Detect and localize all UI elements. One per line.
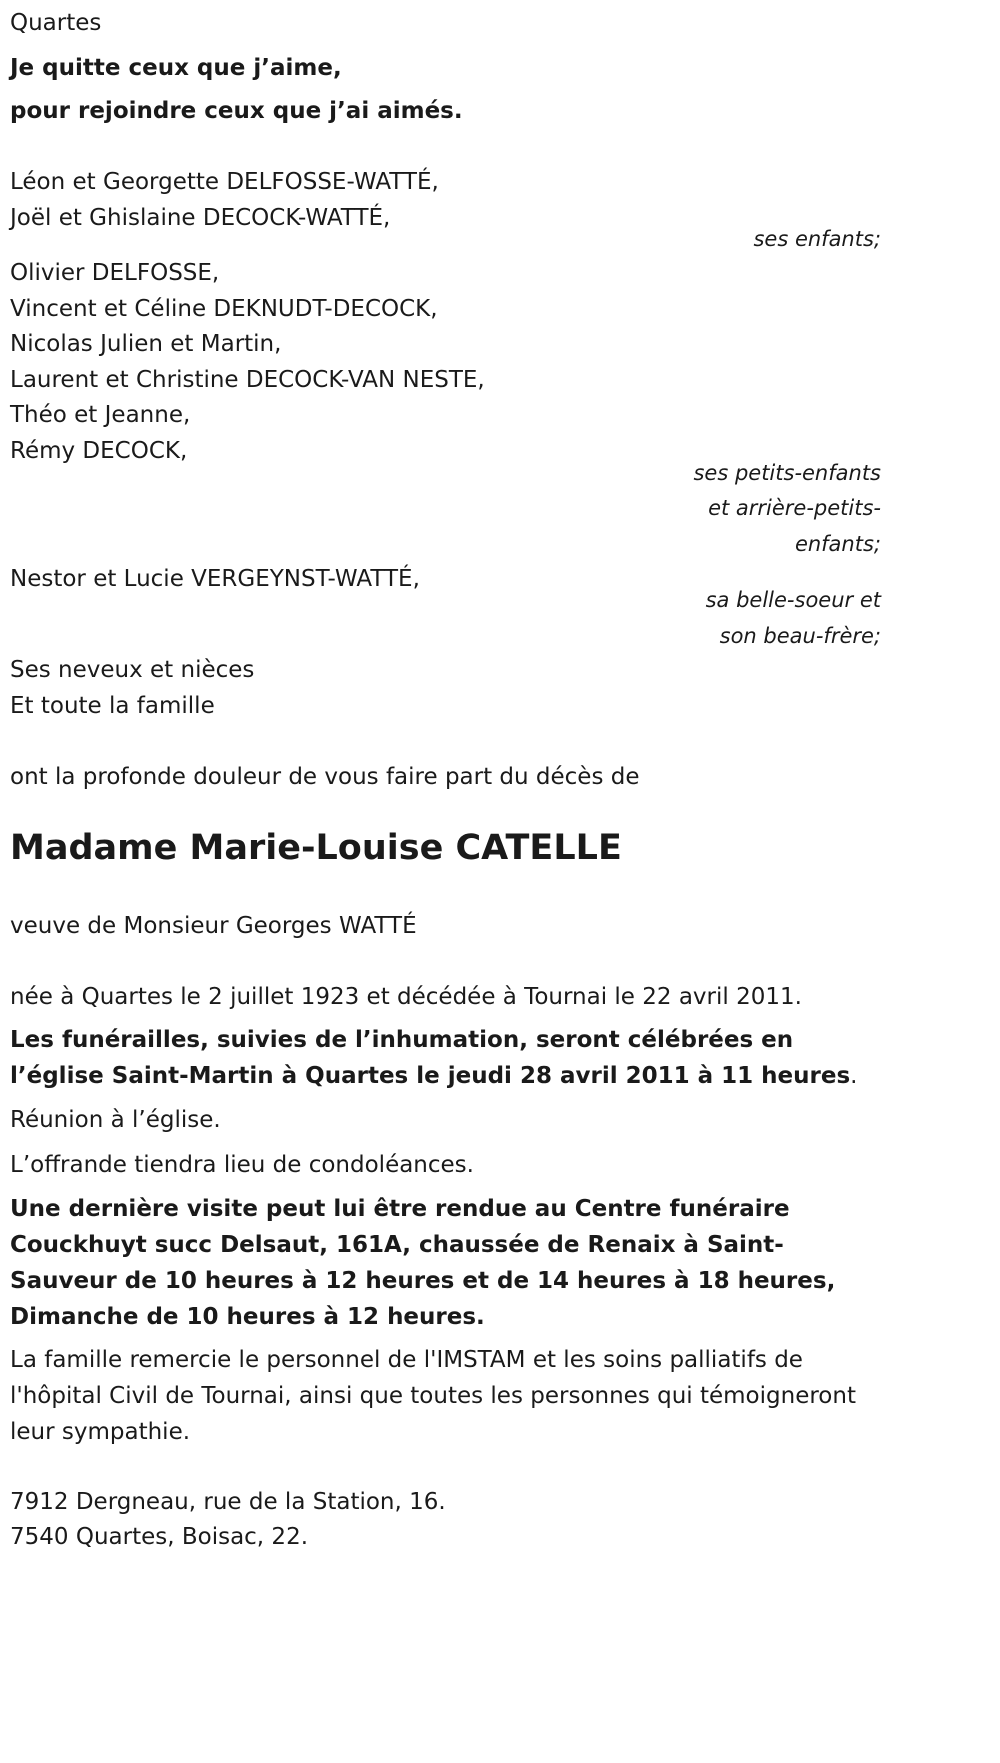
grandchild-name: Vincent et Céline DEKNUDT-DECOCK, bbox=[10, 296, 438, 322]
thanks-paragraph: La famille remercie le personnel de l'IMSTAM et les soins palliatifs de l'hôpital Civil de Tournai, ainsi que toutes les personnes qui témoigneront leur sympathie. bbox=[10, 1347, 856, 1445]
in-laws-relation-1: sa belle-soeur et bbox=[705, 588, 881, 612]
grandchildren-relation-1: ses petits-enfants bbox=[693, 461, 881, 485]
child-name: Léon et Georgette DELFOSSE-WATTÉ, bbox=[10, 169, 439, 195]
in-law-name: Nestor et Lucie VERGEYNST-WATTÉ, bbox=[10, 566, 420, 592]
grandchildren-relation-2: et arrière-petits- bbox=[708, 496, 881, 520]
address-line: 7540 Quartes, Boisac, 22. bbox=[10, 1524, 309, 1550]
in-laws-relation-2: son beau-frère; bbox=[719, 624, 881, 648]
visit-details: Une dernière visite peut lui être rendue au Centre funéraire Couckhuyt succ Delsaut, 161A, chaussée de Renaix à Saint-Sauveur de 10 heures à 12 heures et de 14 heures à 18 heures, Dimanche de 10 heures à 12 heures. bbox=[10, 1196, 836, 1330]
birth-death-dates: née à Quartes le 2 juillet 1923 et décédée à Tournai le 22 avril 2011. bbox=[10, 984, 802, 1010]
family-line: Ses neveux et nièces bbox=[10, 657, 255, 683]
grandchild-name: Théo et Jeanne, bbox=[10, 402, 191, 428]
grandchild-name: Rémy DECOCK, bbox=[10, 438, 188, 464]
quote-line-1: Je quitte ceux que j’aime, bbox=[10, 55, 342, 81]
grandchildren-relation-3: enfants; bbox=[794, 532, 881, 556]
widow-of: veuve de Monsieur Georges WATTÉ bbox=[10, 913, 417, 939]
grandchild-name: Nicolas Julien et Martin, bbox=[10, 331, 282, 357]
family-line: Et toute la famille bbox=[10, 693, 215, 719]
offering-note: L’offrande tiendra lieu de condoléances. bbox=[10, 1152, 474, 1178]
deceased-name: Madame Marie-Louise CATELLE bbox=[10, 828, 622, 868]
announcement: ont la profonde douleur de vous faire part du décès de bbox=[10, 764, 640, 790]
funeral-details bbox=[10, 1022, 880, 1094]
quote-line-2: pour rejoindre ceux que j’ai aimés. bbox=[10, 98, 463, 124]
meeting-note: Réunion à l’église. bbox=[10, 1107, 221, 1133]
grandchild-name: Olivier DELFOSSE, bbox=[10, 260, 220, 286]
funeral-details-end: . bbox=[850, 1063, 858, 1089]
address-line: 7912 Dergneau, rue de la Station, 16. bbox=[10, 1489, 446, 1515]
children-relation: ses enfants; bbox=[753, 227, 881, 251]
funeral-details-bold: Les funérailles, suivies de l’inhumation, seront célébrées en l’église Saint-Martin à Quartes le jeudi 28 avril 2011 à 11 heures bbox=[10, 1027, 851, 1089]
child-name: Joël et Ghislaine DECOCK-WATTÉ, bbox=[10, 205, 391, 231]
place-heading: Quartes bbox=[10, 10, 102, 36]
grandchild-name: Laurent et Christine DECOCK-VAN NESTE, bbox=[10, 367, 485, 393]
